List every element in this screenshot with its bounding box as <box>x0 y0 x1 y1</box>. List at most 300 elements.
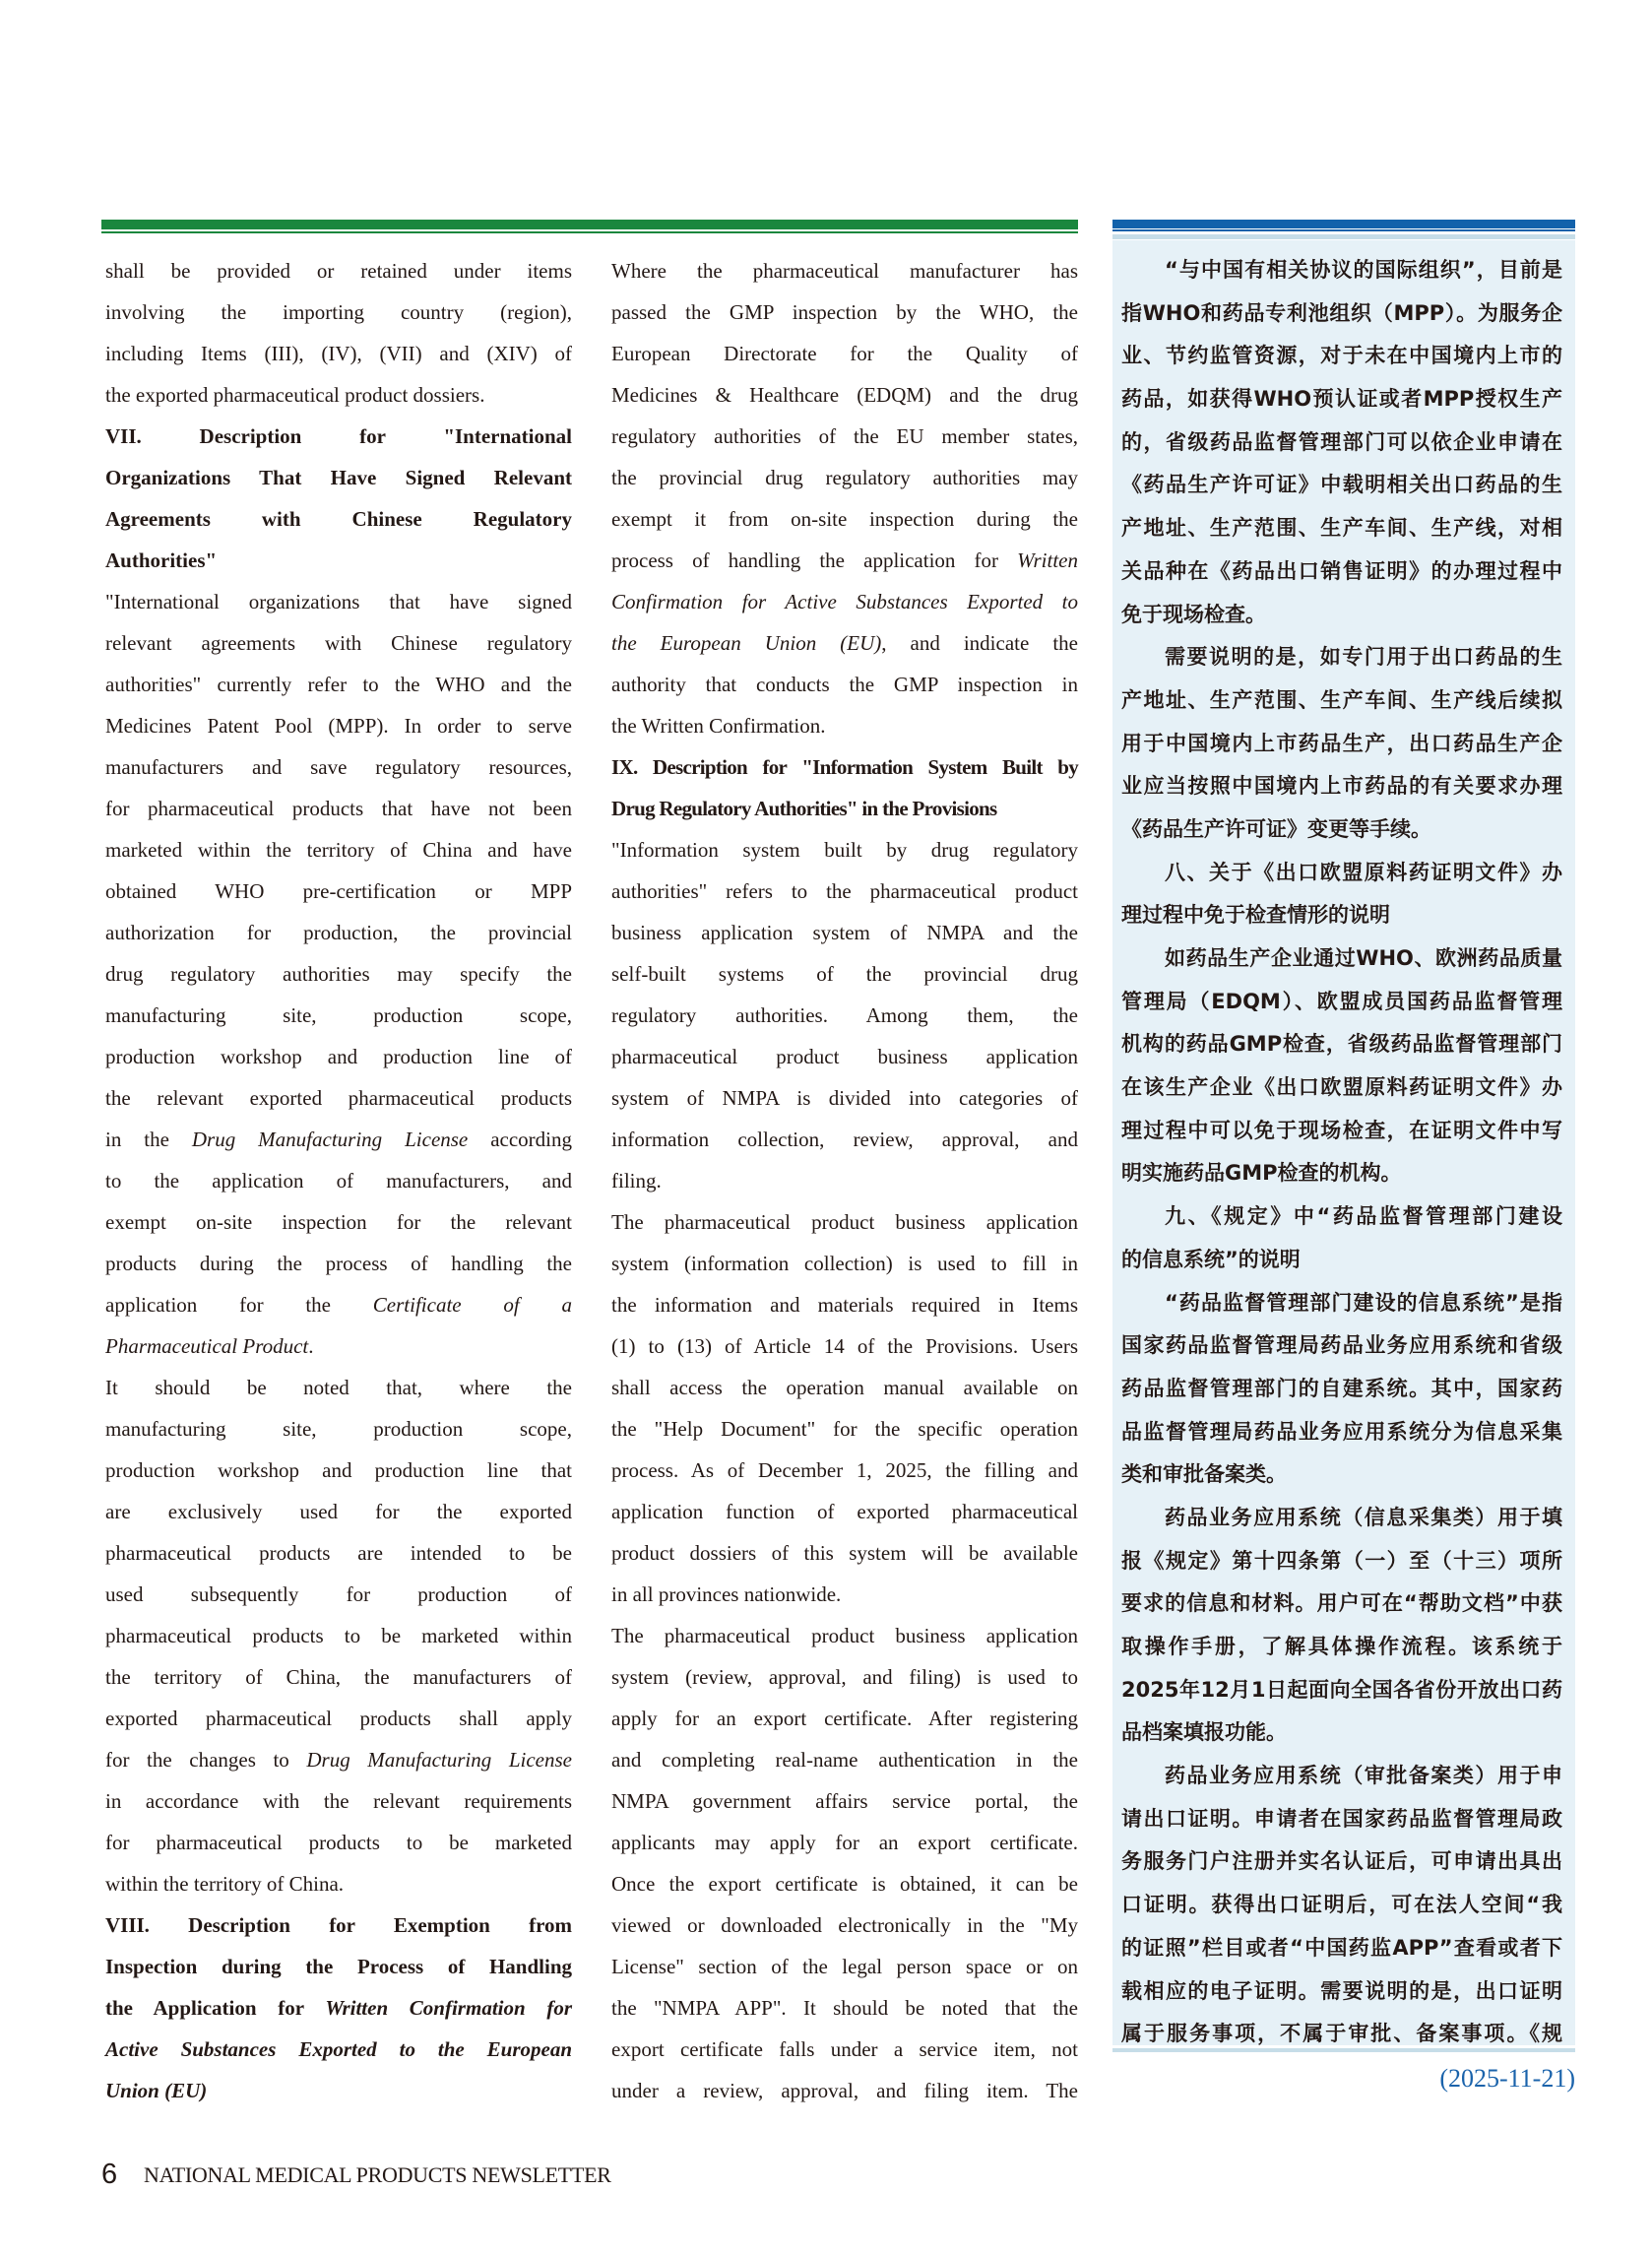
text-segment: in accordance with the relevant requirements <box>105 1789 572 1813</box>
text-segment: the Written Confirmation. <box>611 714 826 738</box>
text-segment: 药品监督管理部门的自建系统。其中，国家药 <box>1121 1376 1562 1400</box>
text-segment: NMPA government affairs service portal, the <box>611 1789 1078 1813</box>
text-line <box>1121 981 1562 1024</box>
text-segment: 属于服务事项，不属于审批、备案事项。《规 <box>1121 2022 1562 2046</box>
text-line <box>105 705 572 746</box>
paragraph <box>1121 937 1562 1195</box>
text-line <box>611 871 1078 912</box>
paragraph <box>611 829 1078 1201</box>
italic-title: Union (EU) <box>105 2079 208 2102</box>
text-line <box>105 1036 572 1077</box>
text-segment: obtained WHO pre-certification or MPP <box>105 879 572 903</box>
text-line <box>611 1615 1078 1656</box>
text-line <box>1121 1840 1562 1884</box>
text-line <box>1121 1110 1562 1153</box>
chinese-column <box>1121 249 1562 2056</box>
blue-header-bar <box>1112 220 1575 228</box>
text-segment: 《药品生产许可证》中载明相关出口药品的生 <box>1121 473 1562 497</box>
text-segment: 产地址、生产范围、生产车间、生产线后续拟 <box>1121 687 1562 712</box>
text-line <box>105 871 572 912</box>
text-line <box>611 1739 1078 1780</box>
text-segment: 报《规定》第十四条第（一）至（十三）项所 <box>1121 1548 1562 1573</box>
text-line <box>105 664 572 705</box>
text-segment: IX. Description for "Information System Built by <box>611 755 1078 779</box>
text-segment: within the territory of China. <box>105 1872 345 1896</box>
text-segment: 的证照”栏目或者“中国药监APP”查看或者下 <box>1121 1935 1562 1960</box>
text-segment: 免于现场检查。 <box>1121 602 1266 626</box>
text-segment: in all provinces nationwide. <box>611 1582 842 1606</box>
text-line <box>611 1574 1078 1615</box>
text-segment: the relevant exported pharmaceutical products <box>105 1086 572 1110</box>
text-line <box>105 953 572 995</box>
text-segment: Inspection during the Process of Handling <box>105 1955 572 1978</box>
text-line <box>1121 1626 1562 1669</box>
text-segment: “与中国有相关协议的国际组织”，目前是 <box>1165 258 1562 282</box>
text-segment: 关品种在《药品出口销售证明》的办理过程中 <box>1121 558 1562 583</box>
text-segment: 务服务门户注册并实名认证后，可申请出具出 <box>1121 1849 1562 1874</box>
text-line <box>611 457 1078 498</box>
section-heading <box>105 1904 572 2111</box>
text-segment: Drug Regulatory Authorities" in the Provisions <box>611 797 997 820</box>
text-line <box>1121 1711 1562 1755</box>
text-line <box>611 1863 1078 1904</box>
text-line <box>105 1160 572 1201</box>
text-segment: viewed or downloaded electronically in the "My <box>611 1913 1078 1937</box>
text-line <box>1121 421 1562 465</box>
text-line <box>611 1243 1078 1284</box>
paragraph <box>611 1615 1078 2111</box>
text-segment: information collection, review, approval, and <box>611 1128 1078 1151</box>
text-line <box>105 1243 572 1284</box>
text-line <box>1121 1497 1562 1540</box>
page-number: 6 <box>101 2159 118 2190</box>
text-line <box>611 498 1078 540</box>
text-segment: 口证明。获得出口证明后，可在法人空间“我 <box>1121 1893 1562 1917</box>
text-segment: regulatory authorities of the EU member states, <box>611 424 1078 448</box>
english-column-middle <box>611 250 1078 2111</box>
text-segment: products during the process of handling the <box>105 1252 572 1275</box>
text-line <box>105 2029 572 2070</box>
text-segment: passed the GMP inspection by the WHO, the <box>611 300 1078 324</box>
text-line <box>611 333 1078 374</box>
text-line <box>611 664 1078 705</box>
text-segment: 机构的药品GMP检查，省级药品监督管理部门 <box>1121 1032 1562 1057</box>
paragraph <box>611 250 1078 746</box>
text-segment: production workshop and production line of <box>105 1045 572 1068</box>
text-line <box>105 581 572 622</box>
text-line <box>611 1987 1078 2029</box>
text-segment: and completing real-name authentication in the <box>611 1748 1078 1772</box>
text-line <box>105 1491 572 1532</box>
text-line <box>611 788 1078 829</box>
text-line <box>1121 249 1562 292</box>
text-segment: exempt it from on-site inspection during the <box>611 507 1078 531</box>
text-segment: "Information system built by drug regulatory <box>611 838 1078 862</box>
text-line <box>1121 1582 1562 1626</box>
text-segment: the exported pharmaceutical product dossiers. <box>105 383 485 407</box>
publication-title: NATIONAL MEDICAL PRODUCTS NEWSLETTER <box>144 2162 611 2187</box>
text-line <box>611 1160 1078 1201</box>
text-line <box>105 1946 572 1987</box>
text-segment: process. As of December 1, 2025, the filling and <box>611 1458 1078 1482</box>
text-line <box>611 1822 1078 1863</box>
green-header-bar <box>101 220 1078 229</box>
text-line <box>105 1863 572 1904</box>
text-line <box>611 1367 1078 1408</box>
text-segment: VIII. Description for Exemption from <box>105 1913 572 1937</box>
text-line <box>105 1904 572 1946</box>
text-line <box>105 1656 572 1698</box>
text-segment: 品档案填报功能。 <box>1121 1720 1287 1745</box>
text-line <box>611 1780 1078 1822</box>
text-line <box>611 2070 1078 2111</box>
text-segment: authority that conducts the GMP inspection in <box>611 673 1078 696</box>
italic-title: Written Confirmation for <box>325 1996 573 2020</box>
text-line <box>1121 292 1562 336</box>
text-line <box>611 250 1078 291</box>
text-segment: manufacturers and save regulatory resources, <box>105 755 572 779</box>
italic-title: Certificate of a <box>372 1293 572 1317</box>
text-segment: The pharmaceutical product business application <box>611 1210 1078 1234</box>
text-line <box>1121 378 1562 421</box>
text-segment: 的，省级药品监督管理部门可以依企业申请在 <box>1121 429 1562 454</box>
text-segment: 要求的信息和材料。用户可在“帮助文档”中获 <box>1121 1591 1562 1616</box>
text-line <box>105 1450 572 1491</box>
text-line <box>1121 679 1562 723</box>
text-segment: 业、节约监管资源，对于未在中国境内上市的 <box>1121 344 1562 368</box>
text-segment: application for the <box>105 1293 373 1317</box>
text-segment: It should be noted that, where the <box>105 1376 572 1399</box>
text-line <box>105 1119 572 1160</box>
text-segment: exempt on-site inspection for the relevant <box>105 1210 572 1234</box>
text-line <box>105 995 572 1036</box>
english-column-left <box>105 250 572 2111</box>
text-segment: for pharmaceutical products to be marketed <box>105 1831 572 1854</box>
text-line <box>1121 1927 1562 1970</box>
text-segment: filing. <box>611 1169 662 1193</box>
text-segment: production workshop and production line that <box>105 1458 572 1482</box>
text-segment: the provincial drug regulatory authorities may <box>611 466 1078 489</box>
text-line <box>1121 1755 1562 1798</box>
panel-top-band <box>1112 234 1575 239</box>
text-segment: 在该生产企业《出口欧盟原料药证明文件》办 <box>1121 1075 1562 1100</box>
text-segment: License" section of the legal person space or on <box>611 1955 1078 1978</box>
text-segment: pharmaceutical product business application <box>611 1045 1078 1068</box>
text-segment: are exclusively used for the exported <box>105 1500 572 1523</box>
text-line <box>611 1450 1078 1491</box>
text-line <box>611 1119 1078 1160</box>
text-segment: marketed within the territory of China and have <box>105 838 572 862</box>
text-segment: the information and materials required in Items <box>611 1293 1078 1317</box>
paragraph <box>1121 636 1562 851</box>
paragraph <box>611 1201 1078 1615</box>
text-line <box>611 374 1078 416</box>
text-segment: 类和审批备案类。 <box>1121 1462 1287 1487</box>
text-line <box>105 1822 572 1863</box>
text-segment: 业应当按照中国境内上市药品的有关要求办理 <box>1121 774 1562 799</box>
text-segment: exported pharmaceutical products shall apply <box>105 1707 572 1730</box>
text-line <box>1121 1411 1562 1454</box>
text-line <box>611 1325 1078 1367</box>
paragraph <box>105 250 572 416</box>
text-line <box>1121 1152 1562 1195</box>
date-stamp: (2025-11-21) <box>1439 2064 1575 2093</box>
text-line <box>611 1904 1078 1946</box>
text-line <box>611 581 1078 622</box>
text-line <box>105 1739 572 1780</box>
text-line <box>105 2070 572 2111</box>
text-segment: used subsequently for production of <box>105 1582 572 1606</box>
text-segment: authorization for production, the provincial <box>105 921 572 944</box>
text-segment: for pharmaceutical products that have not been <box>105 797 572 820</box>
text-segment: business application system of NMPA and the <box>611 921 1078 944</box>
text-line <box>611 1077 1078 1119</box>
text-line <box>105 291 572 333</box>
section-heading <box>611 746 1078 829</box>
text-line <box>105 498 572 540</box>
text-line <box>105 912 572 953</box>
text-segment: 国家药品监督管理局药品业务应用系统和省级 <box>1121 1333 1562 1358</box>
text-segment: the territory of China, the manufacturers of <box>105 1665 572 1689</box>
text-line <box>105 457 572 498</box>
text-line <box>611 705 1078 746</box>
text-segment: process of handling the application for <box>611 548 1018 572</box>
text-segment: 理过程中可以免于现场检查，在证明文件中写 <box>1121 1118 1562 1142</box>
text-segment: manufacturing site, production scope, <box>105 1003 572 1027</box>
italic-title: Pharmaceutical Product <box>105 1334 309 1358</box>
text-segment: system (review, approval, and filing) is used to <box>611 1665 1078 1689</box>
text-line <box>105 1780 572 1822</box>
text-segment: European Directorate for the Quality of <box>611 342 1078 365</box>
text-segment: in the <box>105 1128 192 1151</box>
text-line <box>105 1367 572 1408</box>
text-line <box>611 1946 1078 1987</box>
text-segment: involving the importing country (region), <box>105 300 572 324</box>
text-line <box>1121 937 1562 981</box>
section-heading <box>105 416 572 581</box>
text-line <box>105 746 572 788</box>
text-line <box>611 1532 1078 1574</box>
text-segment: for the changes to <box>105 1748 307 1772</box>
text-segment: Authorities" <box>105 548 218 572</box>
text-line <box>1121 2013 1562 2056</box>
text-segment: “药品监督管理部门建设的信息系统”是指 <box>1165 1290 1562 1315</box>
text-segment: 取操作手册，了解具体操作流程。该系统于 <box>1121 1635 1562 1658</box>
text-segment: . <box>308 1334 314 1358</box>
text-line <box>1121 1195 1562 1239</box>
text-line <box>611 1036 1078 1077</box>
text-line <box>611 1698 1078 1739</box>
text-line <box>1121 1884 1562 1927</box>
text-line <box>1121 1669 1562 1712</box>
text-segment: 九、《规定》中“药品监督管理部门建设 <box>1165 1204 1562 1229</box>
text-line <box>611 953 1078 995</box>
text-segment: product dossiers of this system will be available <box>611 1541 1078 1565</box>
italic-title: Active Substances Exported to the European <box>105 2037 572 2061</box>
text-segment: 理过程中免于检查情形的说明 <box>1121 903 1390 928</box>
text-line <box>105 250 572 291</box>
text-segment: 八、关于《出口欧盟原料药证明文件》办 <box>1165 860 1562 884</box>
text-line <box>1121 1798 1562 1841</box>
italic-title: Drug Manufacturing License <box>191 1128 469 1151</box>
text-line <box>1121 723 1562 766</box>
text-line <box>105 1201 572 1243</box>
text-segment: Organizations That Have Signed Relevant <box>105 466 572 489</box>
text-segment: 请出口证明。申请者在国家药品监督管理局政 <box>1121 1806 1562 1831</box>
text-segment: 如药品生产企业通过WHO、欧洲药品质量 <box>1165 946 1562 970</box>
text-line <box>105 1077 572 1119</box>
italic-title: Confirmation for Active Substances Exported to <box>611 590 1078 613</box>
section-heading <box>1121 1195 1562 1281</box>
text-line <box>105 1574 572 1615</box>
text-line <box>611 1656 1078 1698</box>
text-segment: drug regulatory authorities may specify the <box>105 962 572 986</box>
text-line <box>105 1284 572 1325</box>
text-line <box>1121 464 1562 507</box>
text-line <box>105 1532 572 1574</box>
text-line <box>105 540 572 581</box>
text-line <box>105 788 572 829</box>
text-segment: Where the pharmaceutical manufacturer has <box>611 259 1078 283</box>
text-line <box>1121 1239 1562 1282</box>
text-segment: manufacturing site, production scope, <box>105 1417 572 1441</box>
text-line <box>1121 335 1562 378</box>
text-segment: pharmaceutical products are intended to be <box>105 1541 572 1565</box>
text-line <box>1121 1368 1562 1411</box>
text-line <box>105 374 572 416</box>
section-heading <box>1121 852 1562 937</box>
text-segment: 药品业务应用系统（审批备案类）用于申 <box>1165 1764 1562 1788</box>
text-segment: system of NMPA is divided into categories of <box>611 1086 1078 1110</box>
text-line <box>1121 852 1562 895</box>
text-line <box>105 1325 572 1367</box>
italic-title: Drug Manufacturing License <box>306 1748 572 1772</box>
text-segment: shall access the operation manual available on <box>611 1376 1078 1399</box>
text-segment: apply for an export certificate. After registering <box>611 1707 1078 1730</box>
text-segment: self-built systems of the provincial drug <box>611 962 1078 986</box>
text-line <box>105 1698 572 1739</box>
paragraph <box>1121 249 1562 636</box>
italic-title: the European Union (EU) <box>611 631 882 655</box>
italic-title: Written <box>1017 548 1078 572</box>
text-segment: under a review, approval, and filing item. The <box>611 2079 1078 2102</box>
text-line <box>1121 765 1562 808</box>
text-line <box>611 622 1078 664</box>
text-line <box>1121 894 1562 937</box>
text-line <box>1121 1066 1562 1110</box>
text-segment: VII. Description for "International <box>105 424 572 448</box>
text-segment: relevant agreements with Chinese regulatory <box>105 631 572 655</box>
text-segment: 需要说明的是，如专门用于出口药品的生 <box>1165 645 1562 670</box>
text-line <box>105 622 572 664</box>
green-header-rule <box>101 231 1078 233</box>
text-segment: The pharmaceutical product business application <box>611 1624 1078 1647</box>
text-segment: 产地址、生产范围、生产车间、生产线，对相 <box>1121 516 1562 541</box>
text-segment: shall be provided or retained under items <box>105 259 572 283</box>
text-segment: , and indicate the <box>881 631 1078 655</box>
text-line <box>105 829 572 871</box>
text-line <box>1121 1282 1562 1325</box>
text-line <box>1121 808 1562 852</box>
text-line <box>105 416 572 457</box>
text-line <box>611 416 1078 457</box>
paragraph <box>105 581 572 1367</box>
text-segment: authorities" currently refer to the WHO and the <box>105 673 572 696</box>
text-segment: 指WHO和药品专利池组织（MPP）。为服务企 <box>1121 300 1562 325</box>
text-line <box>1121 1324 1562 1368</box>
text-segment: to the application of manufacturers, and <box>105 1169 572 1193</box>
text-line <box>105 1987 572 2029</box>
text-segment: 药品业务应用系统（信息采集类）用于填 <box>1165 1505 1562 1529</box>
text-line <box>611 746 1078 788</box>
text-line <box>1121 1970 1562 2014</box>
blue-header-rule <box>1112 229 1575 231</box>
text-segment: application function of exported pharmaceutical <box>611 1500 1078 1523</box>
text-line <box>611 1408 1078 1450</box>
text-line <box>611 1201 1078 1243</box>
text-segment: 管理局（EDQM）、欧盟成员国药品监督管理 <box>1121 989 1562 1013</box>
text-segment: the Application for <box>105 1996 326 2020</box>
text-line <box>1121 1023 1562 1066</box>
text-segment: (1) to (13) of Article 14 of the Provisions. Users <box>611 1334 1078 1358</box>
paragraph <box>1121 1282 1562 1497</box>
text-line <box>611 912 1078 953</box>
text-segment: 用于中国境内上市药品生产，出口药品生产企 <box>1121 731 1562 755</box>
text-segment: system (information collection) is used to fill in <box>611 1252 1078 1275</box>
paragraph <box>105 1367 572 1904</box>
text-segment: 品监督管理局药品业务应用系统分为信息采集 <box>1121 1419 1562 1444</box>
text-segment: according <box>468 1128 572 1151</box>
text-segment: 明实施药品GMP检查的机构。 <box>1121 1161 1402 1186</box>
paragraph <box>1121 1497 1562 1755</box>
text-segment: 《药品生产许可证》变更等手续。 <box>1121 816 1431 841</box>
text-segment: the "NMPA APP". It should be noted that the <box>611 1996 1078 2020</box>
text-line <box>1121 507 1562 550</box>
text-segment: Once the export certificate is obtained, it can be <box>611 1872 1078 1896</box>
text-segment: including Items (III), (IV), (VII) and (XIV) of <box>105 342 572 365</box>
text-line <box>1121 636 1562 679</box>
text-segment: Medicines Patent Pool (MPP). In order to serve <box>105 714 572 738</box>
text-segment: regulatory authorities. Among them, the <box>611 1003 1078 1027</box>
text-segment: 载相应的电子证明。需要说明的是，出口证明 <box>1121 1978 1562 2003</box>
text-segment: Agreements with Chinese Regulatory <box>105 507 572 531</box>
text-segment: 的信息系统”的说明 <box>1121 1247 1301 1271</box>
text-line <box>611 829 1078 871</box>
text-segment: pharmaceutical products to be marketed within <box>105 1624 572 1647</box>
text-line <box>105 333 572 374</box>
text-segment: authorities" refers to the pharmaceutical product <box>611 879 1078 903</box>
text-segment: the "Help Document" for the specific operation <box>611 1417 1078 1441</box>
text-line <box>105 1408 572 1450</box>
text-line <box>611 291 1078 333</box>
text-segment: 药品，如获得WHO预认证或者MPP授权生产 <box>1121 387 1562 412</box>
text-line <box>1121 594 1562 637</box>
paragraph <box>1121 1755 1562 2056</box>
text-line <box>105 1615 572 1656</box>
text-segment: Medicines & Healthcare (EDQM) and the drug <box>611 383 1078 407</box>
text-line <box>611 995 1078 1036</box>
text-line <box>1121 1453 1562 1497</box>
text-segment: export certificate falls under a service item, not <box>611 2037 1078 2061</box>
text-line <box>611 540 1078 581</box>
text-line <box>611 1284 1078 1325</box>
text-line <box>611 2029 1078 2070</box>
text-segment: "International organizations that have signed <box>105 590 572 613</box>
text-segment: applicants may apply for an export certificate. <box>611 1831 1078 1854</box>
text-line <box>1121 1540 1562 1583</box>
text-line <box>611 1491 1078 1532</box>
text-line <box>1121 550 1562 594</box>
